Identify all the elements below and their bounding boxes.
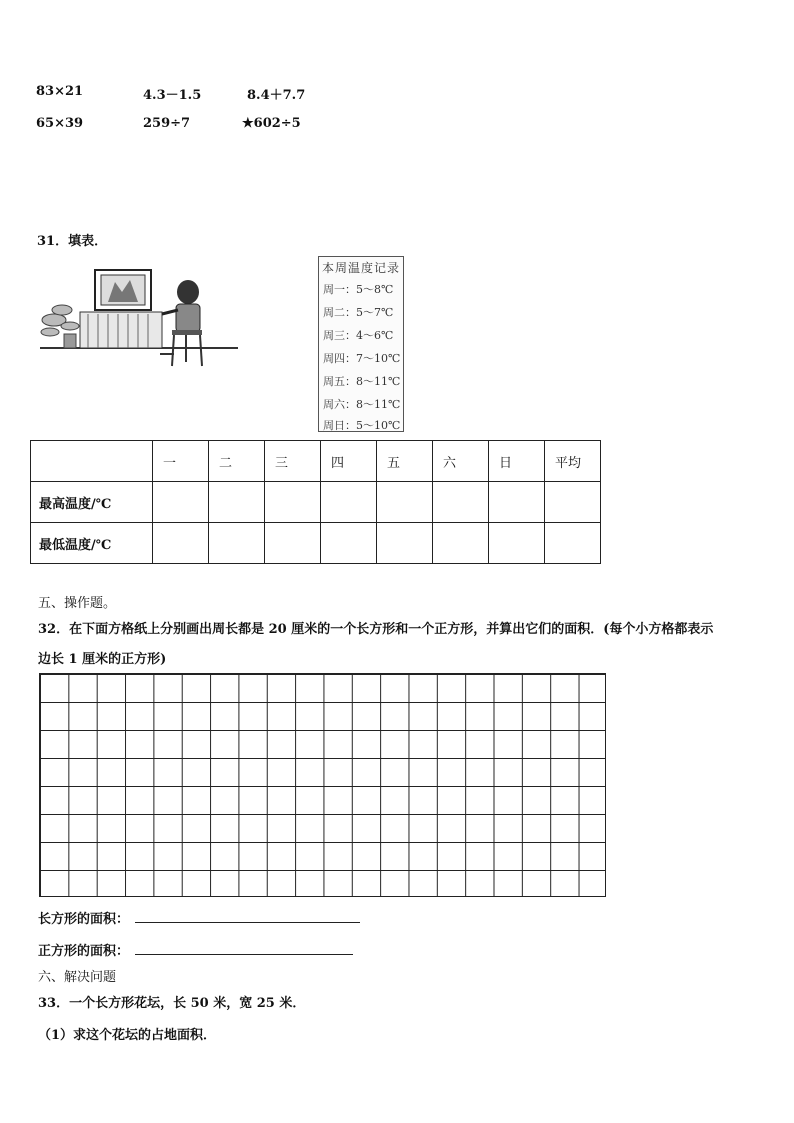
section-5-heading: 五、操作题。 — [38, 596, 117, 611]
answer-cell[interactable] — [153, 523, 209, 564]
temperature-fill-table — [30, 440, 601, 564]
rect-area-answer-line[interactable] — [135, 922, 360, 923]
table-header-cell: 一 — [153, 441, 209, 482]
child-watching-tv-illustration — [40, 262, 240, 374]
answer-cell[interactable] — [489, 482, 545, 523]
rect-area-label: 长方形的面积： — [38, 912, 130, 927]
record-line: 周日：5～10℃ — [323, 419, 401, 432]
calc-item: ★602÷5 — [242, 116, 301, 131]
question-33-part-1: （1）求这个花坛的占地面积． — [38, 1028, 217, 1043]
record-line: 周一：5～8℃ — [323, 283, 394, 296]
question-32-text: 32．在下面方格纸上分别画出周长都是 20 厘米的一个长方形和一个正方形，并算出它们的面积．(每个小方格都表示 — [38, 622, 714, 637]
table-header-cell — [31, 441, 153, 482]
calc-item: 83×21 — [36, 84, 84, 99]
record-line: 周三：4～6℃ — [323, 329, 394, 342]
table-header-cell: 日 — [489, 441, 545, 482]
answer-cell[interactable] — [377, 482, 433, 523]
answer-cell[interactable] — [433, 523, 489, 564]
answer-cell[interactable] — [265, 482, 321, 523]
weekly-temperature-record-card — [318, 256, 404, 432]
answer-cell[interactable] — [489, 523, 545, 564]
calc-item: 65×39 — [36, 116, 84, 131]
answer-cell[interactable] — [209, 482, 265, 523]
question-32-text-cont: 边长 1 厘米的正方形) — [38, 652, 167, 667]
table-header-cell: 五 — [377, 441, 433, 482]
calc-item: 8.4＋7.7 — [247, 88, 306, 103]
answer-cell[interactable] — [545, 523, 601, 564]
answer-cell[interactable] — [153, 482, 209, 523]
square-area-label: 正方形的面积： — [38, 944, 130, 959]
table-header-cell: 四 — [321, 441, 377, 482]
table-header-cell: 三 — [265, 441, 321, 482]
question-31-title: 31．填表． — [37, 234, 108, 249]
question-33-text: 33．一个长方形花坛，长 50 米，宽 25 米． — [38, 996, 306, 1011]
table-header-row — [31, 441, 601, 482]
answer-cell[interactable] — [265, 523, 321, 564]
record-card-title: 本周温度记录 — [322, 261, 401, 275]
table-header-cell: 二 — [209, 441, 265, 482]
record-line: 周六：8～11℃ — [323, 398, 401, 411]
table-row-high — [31, 482, 601, 523]
row-label-low: 最低温度/℃ — [31, 523, 153, 564]
table-header-cell: 六 — [433, 441, 489, 482]
answer-cell[interactable] — [321, 523, 377, 564]
record-line: 周四：7～10℃ — [323, 352, 401, 365]
square-area-answer-line[interactable] — [135, 954, 353, 955]
table-row-low — [31, 523, 601, 564]
answer-cell[interactable] — [545, 482, 601, 523]
calc-item: 259÷7 — [143, 116, 191, 131]
answer-cell[interactable] — [209, 523, 265, 564]
grid-paper[interactable] — [39, 673, 606, 897]
answer-cell[interactable] — [433, 482, 489, 523]
record-line: 周二：5～7℃ — [323, 306, 394, 319]
section-6-heading: 六、解决问题 — [38, 970, 117, 985]
answer-cell[interactable] — [321, 482, 377, 523]
calc-item: 4.3－1.5 — [143, 88, 202, 103]
record-line: 周五：8～11℃ — [323, 375, 401, 388]
answer-cell[interactable] — [377, 523, 433, 564]
row-label-high: 最高温度/℃ — [31, 482, 153, 523]
table-header-cell: 平均 — [545, 441, 601, 482]
